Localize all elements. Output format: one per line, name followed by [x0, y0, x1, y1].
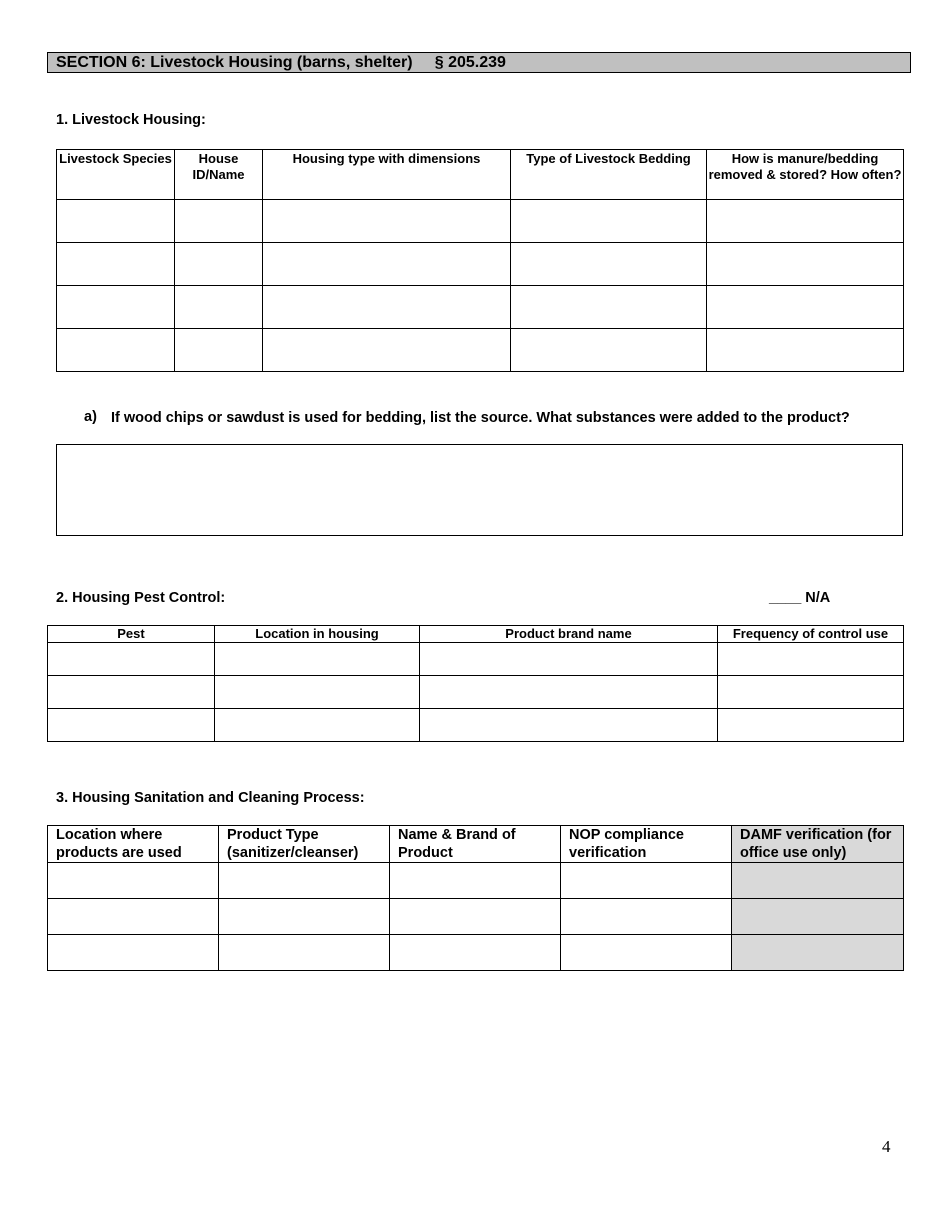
table-cell[interactable] — [57, 329, 175, 372]
table-cell[interactable] — [561, 863, 732, 899]
table-row — [57, 286, 904, 329]
table-cell[interactable] — [48, 709, 215, 742]
table-cell[interactable] — [48, 676, 215, 709]
table-row — [57, 200, 904, 243]
table-row — [48, 863, 904, 899]
table-header-row — [48, 826, 904, 863]
table-cell[interactable] — [57, 243, 175, 286]
wood-chips-source-textbox[interactable] — [56, 444, 903, 536]
office-use-cell — [732, 935, 904, 971]
table-cell[interactable] — [215, 643, 420, 676]
table-cell[interactable] — [420, 643, 718, 676]
table-cell[interactable] — [48, 935, 219, 971]
livestock-housing-table — [56, 149, 904, 372]
table-row — [48, 709, 904, 742]
table-row — [48, 899, 904, 935]
table-cell[interactable] — [511, 329, 707, 372]
q3-title: 3. Housing Sanitation and Cleaning Process: — [56, 790, 365, 806]
col-header-manure-handling: How is manure/bedding removed & stored? How often? — [707, 150, 904, 200]
table-cell[interactable] — [707, 286, 904, 329]
section-header — [47, 52, 911, 73]
table-cell[interactable] — [511, 243, 707, 286]
col-header-bedding-type: Type of Livestock Bedding — [511, 150, 707, 200]
table-cell[interactable] — [390, 935, 561, 971]
table-header-row — [57, 150, 904, 200]
table-cell[interactable] — [707, 329, 904, 372]
table-cell[interactable] — [175, 200, 263, 243]
table-cell[interactable] — [561, 935, 732, 971]
table-cell[interactable] — [175, 286, 263, 329]
table-cell[interactable] — [511, 286, 707, 329]
table-cell[interactable] — [175, 329, 263, 372]
q1a-marker: a) — [84, 409, 97, 425]
table-cell[interactable] — [718, 709, 904, 742]
table-cell[interactable] — [48, 643, 215, 676]
na-checkbox-label[interactable]: ____ N/A — [769, 590, 831, 606]
col-header-location: Location in housing — [215, 626, 420, 643]
table-cell[interactable] — [263, 243, 511, 286]
col-header-pest: Pest — [48, 626, 215, 643]
sanitation-table — [47, 825, 904, 971]
table-cell[interactable] — [390, 899, 561, 935]
table-cell[interactable] — [48, 899, 219, 935]
table-cell[interactable] — [718, 676, 904, 709]
table-cell[interactable] — [219, 899, 390, 935]
table-cell[interactable] — [511, 200, 707, 243]
table-cell[interactable] — [219, 863, 390, 899]
table-cell[interactable] — [561, 899, 732, 935]
col-header-product-type: Product Type (sanitizer/cleanser) — [219, 826, 390, 863]
table-cell[interactable] — [263, 329, 511, 372]
table-cell[interactable] — [48, 863, 219, 899]
table-cell[interactable] — [57, 286, 175, 329]
col-header-house-id: House ID/Name — [175, 150, 263, 200]
q2-title: 2. Housing Pest Control: — [56, 590, 226, 606]
office-use-cell — [732, 863, 904, 899]
table-cell[interactable] — [718, 643, 904, 676]
col-header-name-brand: Name & Brand of Product — [390, 826, 561, 863]
table-row — [48, 643, 904, 676]
table-cell[interactable] — [390, 863, 561, 899]
table-row — [57, 243, 904, 286]
table-row — [48, 676, 904, 709]
table-cell[interactable] — [707, 200, 904, 243]
section-citation: § 205.239 — [434, 54, 506, 71]
pest-control-table — [47, 625, 904, 742]
table-cell[interactable] — [707, 243, 904, 286]
table-cell[interactable] — [215, 709, 420, 742]
col-header-brand-name: Product brand name — [420, 626, 718, 643]
table-cell[interactable] — [215, 676, 420, 709]
q1-title: 1. Livestock Housing: — [56, 112, 206, 128]
table-cell[interactable] — [420, 676, 718, 709]
table-cell[interactable] — [219, 935, 390, 971]
table-cell[interactable] — [263, 200, 511, 243]
col-header-location-used: Location where products are used — [48, 826, 219, 863]
table-header-row — [48, 626, 904, 643]
table-cell[interactable] — [175, 243, 263, 286]
page-number: 4 — [882, 1137, 891, 1156]
col-header-livestock-species: Livestock Species — [57, 150, 175, 200]
q1a-question: If wood chips or sawdust is used for bedding, list the source. What substances were added to the product? — [111, 410, 850, 426]
table-row — [48, 935, 904, 971]
col-header-frequency: Frequency of control use — [718, 626, 904, 643]
section-title: SECTION 6: Livestock Housing (barns, shelter) — [56, 54, 413, 71]
office-use-cell — [732, 899, 904, 935]
table-row — [57, 329, 904, 372]
col-header-housing-type: Housing type with dimensions — [263, 150, 511, 200]
col-header-nop-compliance: NOP compliance verification — [561, 826, 732, 863]
col-header-damf-verification: DAMF verification (for office use only) — [732, 826, 904, 863]
table-cell[interactable] — [263, 286, 511, 329]
table-cell[interactable] — [420, 709, 718, 742]
table-cell[interactable] — [57, 200, 175, 243]
